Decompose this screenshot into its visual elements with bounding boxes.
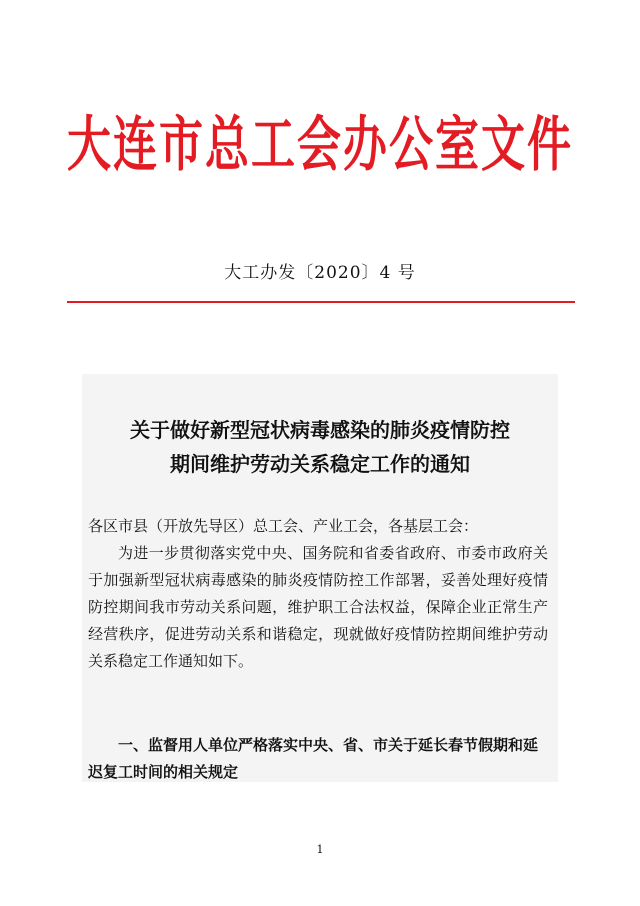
document-title bbox=[82, 413, 558, 481]
document-file-number: 大工办发〔2020〕4 号 bbox=[224, 263, 416, 283]
body-paragraph: 为进一步贯彻落实党中央、国务院和省委省政府、市委市政府关于加强新型冠状病毒感染的肺炎疫情防控工作部署，妥善处理好疫情防控期间我市劳动关系问题，维护职工合法权益，保障企业正常生产经营秩序，促进劳动关系和谐稳定，现就做好疫情防控期间维护劳动关系稳定工作通知如下。 bbox=[88, 544, 548, 670]
recipients-line: 各区市县（开放先导区）总工会、产业工会，各基层工会： bbox=[88, 517, 479, 535]
document-title-line-1: 关于做好新型冠状病毒感染的肺炎疫情防控 bbox=[130, 418, 510, 442]
document-title-line-2: 期间维护劳动关系稳定工作的通知 bbox=[170, 452, 470, 476]
page-number: 1 bbox=[316, 843, 324, 856]
red-divider-line bbox=[67, 301, 575, 303]
document-issuer-header: 大连市总工会办公室文件 bbox=[67, 110, 573, 180]
section-heading: 一、监督用人单位严格落实中央、省、市关于延长春节假期和延迟复工时间的相关规定 bbox=[88, 736, 539, 781]
